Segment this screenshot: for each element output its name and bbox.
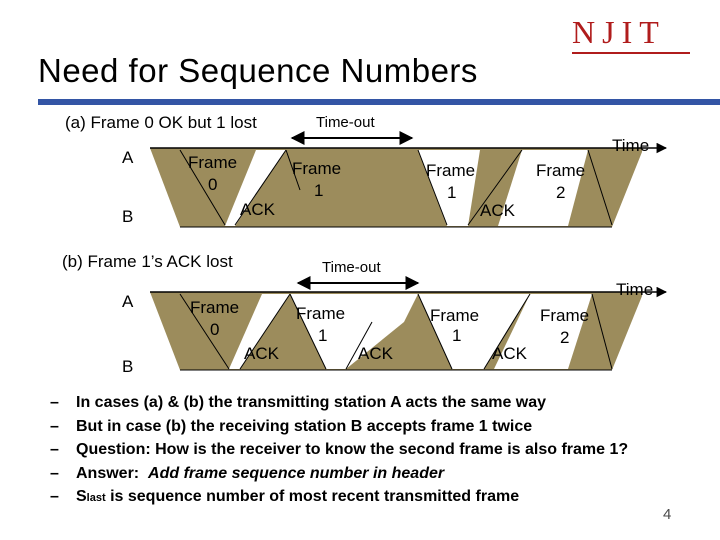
bullet-dash: –: [50, 417, 59, 435]
bullet-dash: –: [50, 394, 59, 411]
diagram-a: [65, 113, 666, 227]
page-title: Need for Sequence Numbers: [38, 52, 478, 89]
bullet-text-1: In cases (a) & (b) the transmitting station A acts the same way: [76, 394, 547, 411]
diagram-a-frame0-l2: 0: [208, 175, 218, 194]
bullet-dash: –: [50, 464, 59, 482]
bullet-item: [50, 465, 628, 489]
njit-logo: NJIT: [572, 14, 666, 50]
diagram-a-time-label: Time: [612, 136, 650, 155]
diagram-b-caption: (b) Frame 1’s ACK lost: [62, 252, 233, 271]
diagram-b-frame0-l2: 0: [210, 320, 220, 339]
bullet-text-4-emphasis: Add frame sequence number in header: [148, 464, 445, 482]
diagram-b-ack-lost-label: ACK: [358, 344, 393, 363]
bullet-item: [50, 394, 628, 418]
diagram-b-timeout-label: Time-out: [322, 259, 381, 276]
diagram-b-station-b: B: [122, 357, 134, 376]
bullet-dash: –: [50, 488, 59, 505]
bullet-text-2: But in case (b) the receiving station B accepts frame 1 twice: [76, 417, 533, 435]
diagram-b-frame0-l1: Frame: [190, 298, 240, 317]
diagram-b-time-label: Time: [616, 280, 654, 299]
diagram-a-frame2-l1: Frame: [536, 161, 586, 180]
diagram-a-frame1-l2: 1: [314, 181, 324, 200]
diagram-b-station-a: A: [122, 292, 134, 311]
diagram-a-caption: (a) Frame 0 OK but 1 lost: [65, 113, 257, 132]
bullet-dash: –: [50, 441, 59, 458]
diagram-a-frame1b-l1: Frame: [426, 161, 476, 180]
diagram-a-frame1-l1: Frame: [292, 159, 342, 178]
bullet-text-5-s: S: [76, 488, 87, 505]
bullet-item: [50, 418, 628, 442]
bullet-text-5-subscript: last: [86, 492, 106, 504]
diagram-a-frame2-l2: 2: [556, 183, 566, 202]
diagram-b-frame2-l2: 2: [560, 328, 570, 347]
diagram-b-frame1b-l2: 1: [452, 326, 462, 345]
diagram-a-station-a: A: [122, 148, 134, 167]
diagram-b-frame2-l1: Frame: [540, 306, 590, 325]
diagram-b-ack1: ACK: [492, 344, 527, 363]
bullet-text-3: Question: How is the receiver to know the second frame is also frame 1?: [76, 441, 629, 458]
diagram-a-timeout-label: Time-out: [316, 114, 375, 131]
diagram-a-station-b: B: [122, 207, 134, 226]
bullet-text-4-prefix: Answer:: [76, 464, 149, 482]
bullet-list: [50, 394, 628, 512]
diagram-b-frame1b-l1: Frame: [430, 306, 480, 325]
bullet-text-5-rest: is sequence number of most recent transmitted frame: [105, 488, 520, 505]
diagram-b-frame1-l2: 1: [318, 326, 328, 345]
bullet-item: [50, 441, 628, 465]
diagram-b-frame1-l1: Frame: [296, 304, 346, 323]
page-number: 4: [663, 506, 672, 523]
diagram-a-ack0: ACK: [240, 200, 275, 219]
diagram-b-ack0: ACK: [244, 344, 279, 363]
diagram-a-ack1: ACK: [480, 201, 515, 220]
bullet-item: [50, 488, 628, 512]
diagram-b: [62, 252, 666, 376]
diagram-a-frame1b-l2: 1: [447, 183, 457, 202]
diagram-a-frame0-l1: Frame: [188, 153, 238, 172]
